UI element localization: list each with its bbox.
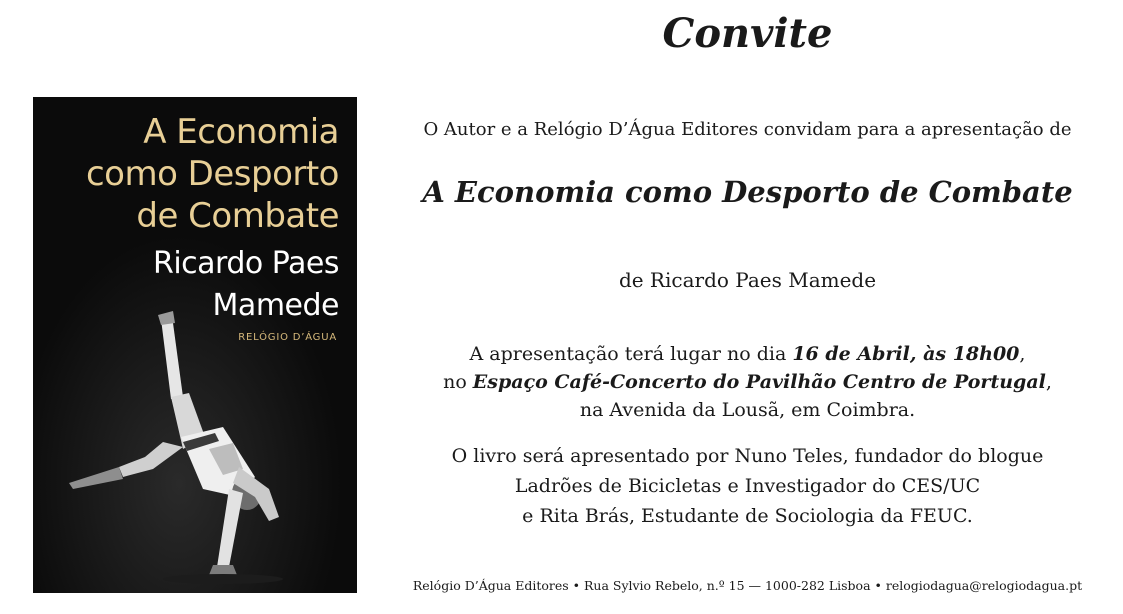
- cover-title-line: A Economia: [143, 112, 339, 152]
- book-cover: [33, 97, 357, 593]
- invitation-intro: O Autor e a Relógio D’Água Editores convidam para a apresentação de: [423, 119, 1072, 140]
- cover-title: [86, 111, 339, 237]
- event-address-line: na Avenida da Lousã, em Coimbra.: [579, 399, 916, 421]
- cover-title-line: como Desporto: [85, 154, 339, 194]
- event-venue-line: no Espaço Café-Concerto do Pavilhão Centro de Portugal,: [443, 371, 1052, 393]
- presenters-info: [390, 441, 1105, 531]
- event-date-line: A apresentação terá lugar no dia 16 de Abril, às 18h00,: [469, 343, 1026, 365]
- event-details: [390, 340, 1105, 424]
- publisher-footer: Relógio D’Água Editores • Rua Sylvio Rebelo, n.º 15 — 1000-282 Lisboa • relogiodagua@relogiodagua.pt: [412, 578, 1083, 593]
- cover-author-line: Mamede: [212, 288, 339, 323]
- event-venue: Espaço Café-Concerto do Pavilhão Centro de Portugal: [472, 371, 1046, 393]
- cover-author-line: Ricardo Paes: [152, 246, 339, 281]
- cover-author: [153, 243, 339, 327]
- book-title: A Economia como Desporto de Combate: [422, 175, 1073, 209]
- cover-publisher: RELÓGIO D’ÁGUA: [238, 332, 337, 343]
- presenters-line: e Rita Brás, Estudante de Sociologia da FEUC.: [522, 505, 973, 527]
- page-title: Convite: [662, 10, 833, 57]
- book-byline: de Ricardo Paes Mamede: [618, 268, 877, 292]
- cover-title-line: de Combate: [136, 196, 339, 236]
- presenters-line: Ladrões de Bicicletas e Investigador do CES/UC: [514, 475, 981, 497]
- presenters-line: O livro será apresentado por Nuno Teles, fundador do blogue: [451, 445, 1044, 467]
- event-date: 16 de Abril, às 18h00: [792, 343, 1020, 365]
